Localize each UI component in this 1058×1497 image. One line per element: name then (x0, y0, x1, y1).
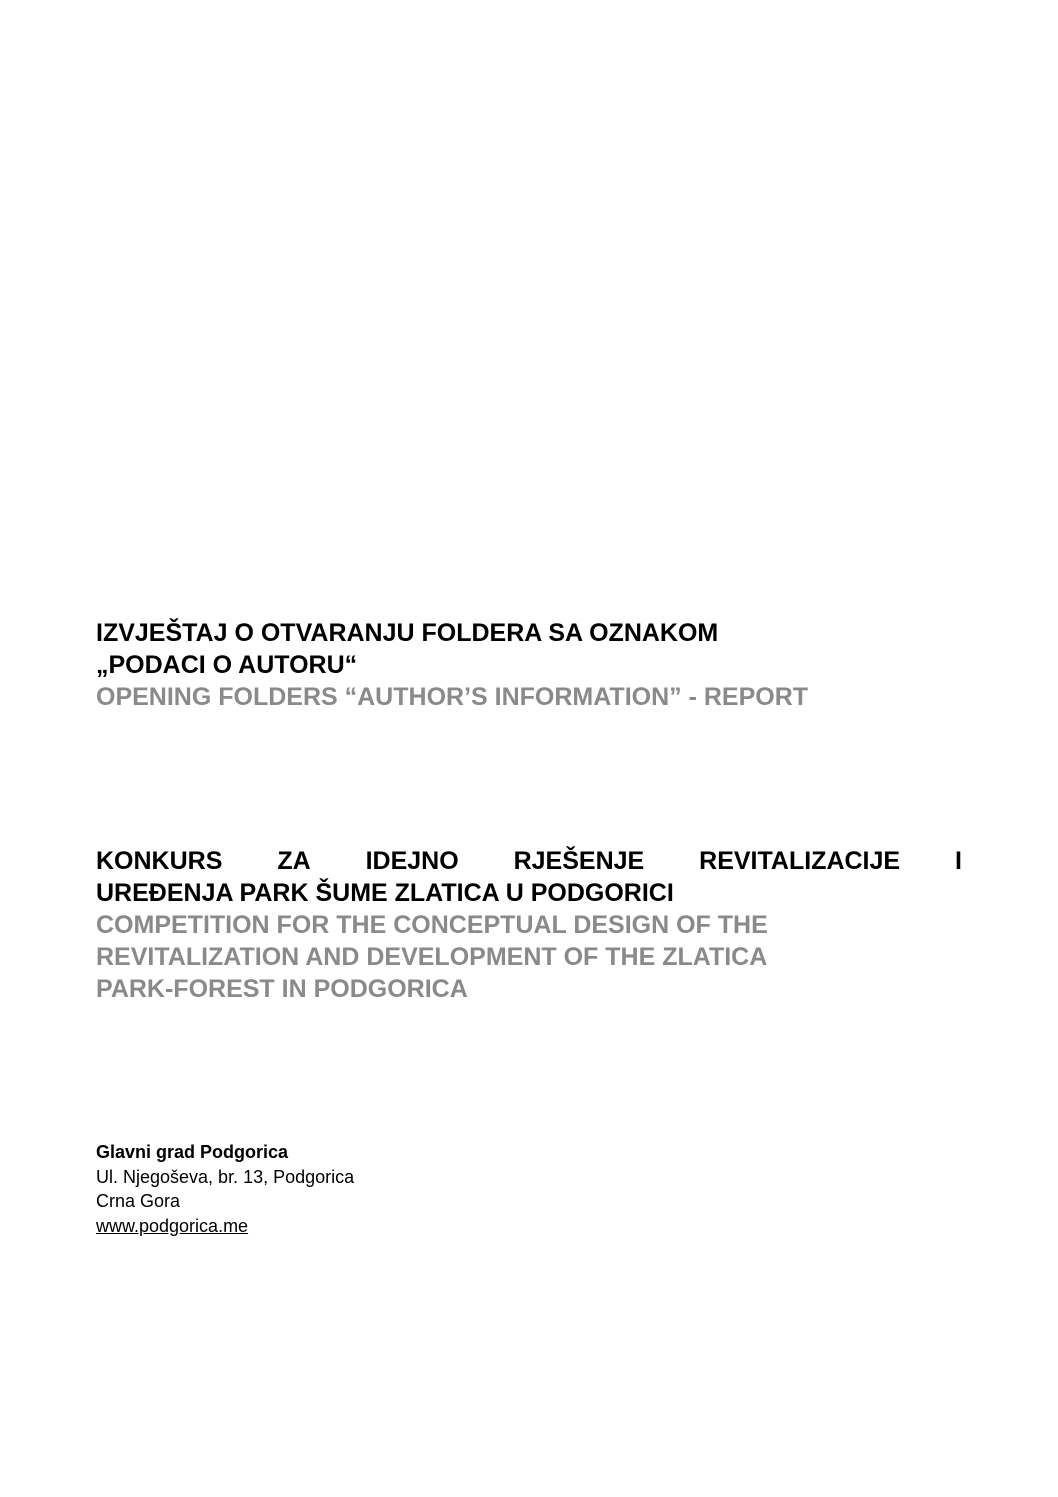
contact-block (96, 1140, 962, 1238)
competition-word: REVITALIZACIJE (699, 847, 901, 875)
country: Crna Gora (96, 1191, 181, 1211)
report-title-line-2: „PODACI O AUTORU“ (96, 651, 358, 679)
report-title-block (96, 617, 962, 713)
competition-word: KONKURS (96, 847, 223, 875)
organization-name: Glavni grad Podgorica (96, 1142, 289, 1162)
website-link[interactable]: www.podgorica.me (96, 1215, 249, 1236)
competition-english-line-1: COMPETITION FOR THE CONCEPTUAL DESIGN OF THE (96, 911, 768, 939)
competition-word: I (955, 847, 962, 875)
competition-title-line-1 (96, 845, 962, 877)
competition-title-block (96, 845, 962, 1005)
report-subtitle-english: OPENING FOLDERS “AUTHOR’S INFORMATION” - REPORT (96, 683, 809, 711)
competition-word: RJEŠENJE (513, 847, 645, 875)
report-title-line-1: IZVJEŠTAJ O OTVARANJU FOLDERA SA OZNAKOM (96, 619, 719, 647)
competition-word: ZA (277, 847, 311, 875)
competition-title-line-2: UREĐENJA PARK ŠUME ZLATICA U PODGORICI (96, 879, 674, 907)
competition-english-line-3: PARK-FOREST IN PODGORICA (96, 975, 468, 1003)
address: Ul. Njegoševa, br. 13, Podgorica (96, 1166, 355, 1187)
competition-english-line-2: REVITALIZATION AND DEVELOPMENT OF THE ZLATICA (96, 943, 768, 971)
competition-word: IDEJNO (365, 847, 459, 875)
